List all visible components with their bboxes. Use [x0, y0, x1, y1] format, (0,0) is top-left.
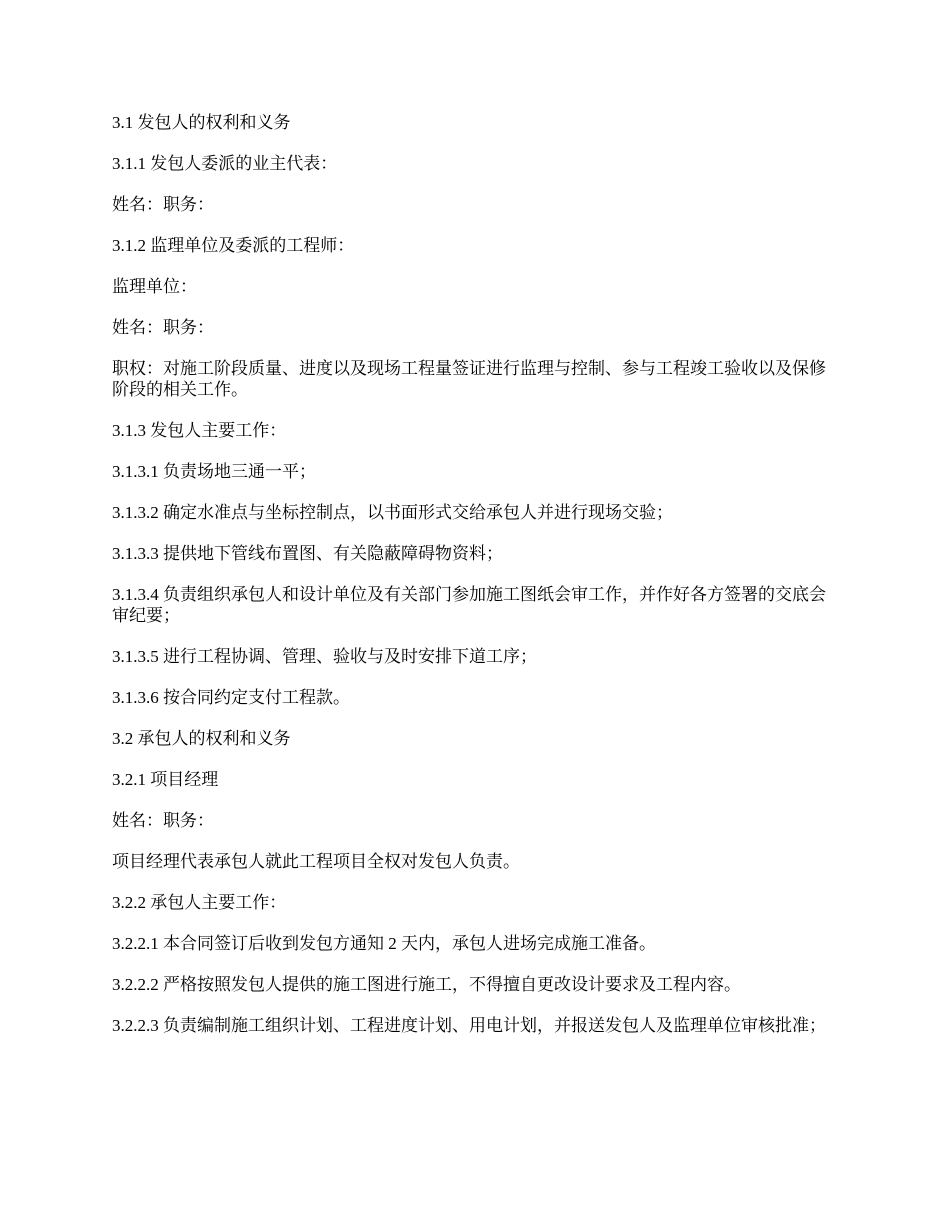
supervision-unit-line: 监理单位： [112, 277, 197, 296]
authority-paragraph: 职权：对施工阶段质量、进度以及现场工程量签证进行监理与控制、参与工程竣工验收以及保修阶段的相关工作。 [112, 359, 826, 399]
clause-3-1-3-6: 3.1.3.6 按合同约定支付工程款。 [112, 688, 350, 707]
clause-3-1-3-1: 3.1.3.1 负责场地三通一平； [112, 462, 316, 481]
name-title-line: 姓名：职务： [112, 195, 214, 214]
clause-3-1-3: 3.1.3 发包人主要工作： [112, 421, 287, 440]
clause-3-1-2: 3.1.2 监理单位及委派的工程师： [112, 236, 355, 255]
heading-3-1: 3.1 发包人的权利和义务 [112, 113, 291, 132]
clause-3-1-3-2: 3.1.3.2 确定水准点与坐标控制点，以书面形式交给承包人并进行现场交验； [112, 503, 673, 522]
clause-3-2-2-3: 3.2.2.3 负责编制施工组织计划、工程进度计划、用电计划，并报送发包人及监理单位审核批准； [112, 1016, 826, 1035]
clause-3-2-2-2: 3.2.2.2 严格按照发包人提供的施工图进行施工，不得擅自更改设计要求及工程内容。 [112, 975, 741, 994]
clause-3-1-3-4: 3.1.3.4 负责组织承包人和设计单位及有关部门参加施工图纸会审工作，并作好各方签署的交底会审纪要； [112, 585, 826, 625]
clause-3-1-3-3: 3.1.3.3 提供地下管线布置图、有关隐蔽障碍物资料； [112, 544, 503, 563]
project-manager-paragraph: 项目经理代表承包人就此工程项目全权对发包人负责。 [112, 852, 520, 871]
clause-3-2-1: 3.2.1 项目经理 [112, 770, 219, 789]
name-title-line: 姓名：职务： [112, 318, 214, 337]
clause-3-2-2-1: 3.2.2.1 本合同签订后收到发包方通知 2 天内，承包人进场完成施工准备。 [112, 934, 656, 953]
clause-3-1-3-5: 3.1.3.5 进行工程协调、管理、验收与及时安排下道工序； [112, 647, 537, 666]
heading-3-2: 3.2 承包人的权利和义务 [112, 729, 291, 748]
clause-3-2-2: 3.2.2 承包人主要工作： [112, 893, 287, 912]
clause-3-1-1: 3.1.1 发包人委派的业主代表： [112, 154, 338, 173]
name-title-line: 姓名：职务： [112, 811, 214, 830]
